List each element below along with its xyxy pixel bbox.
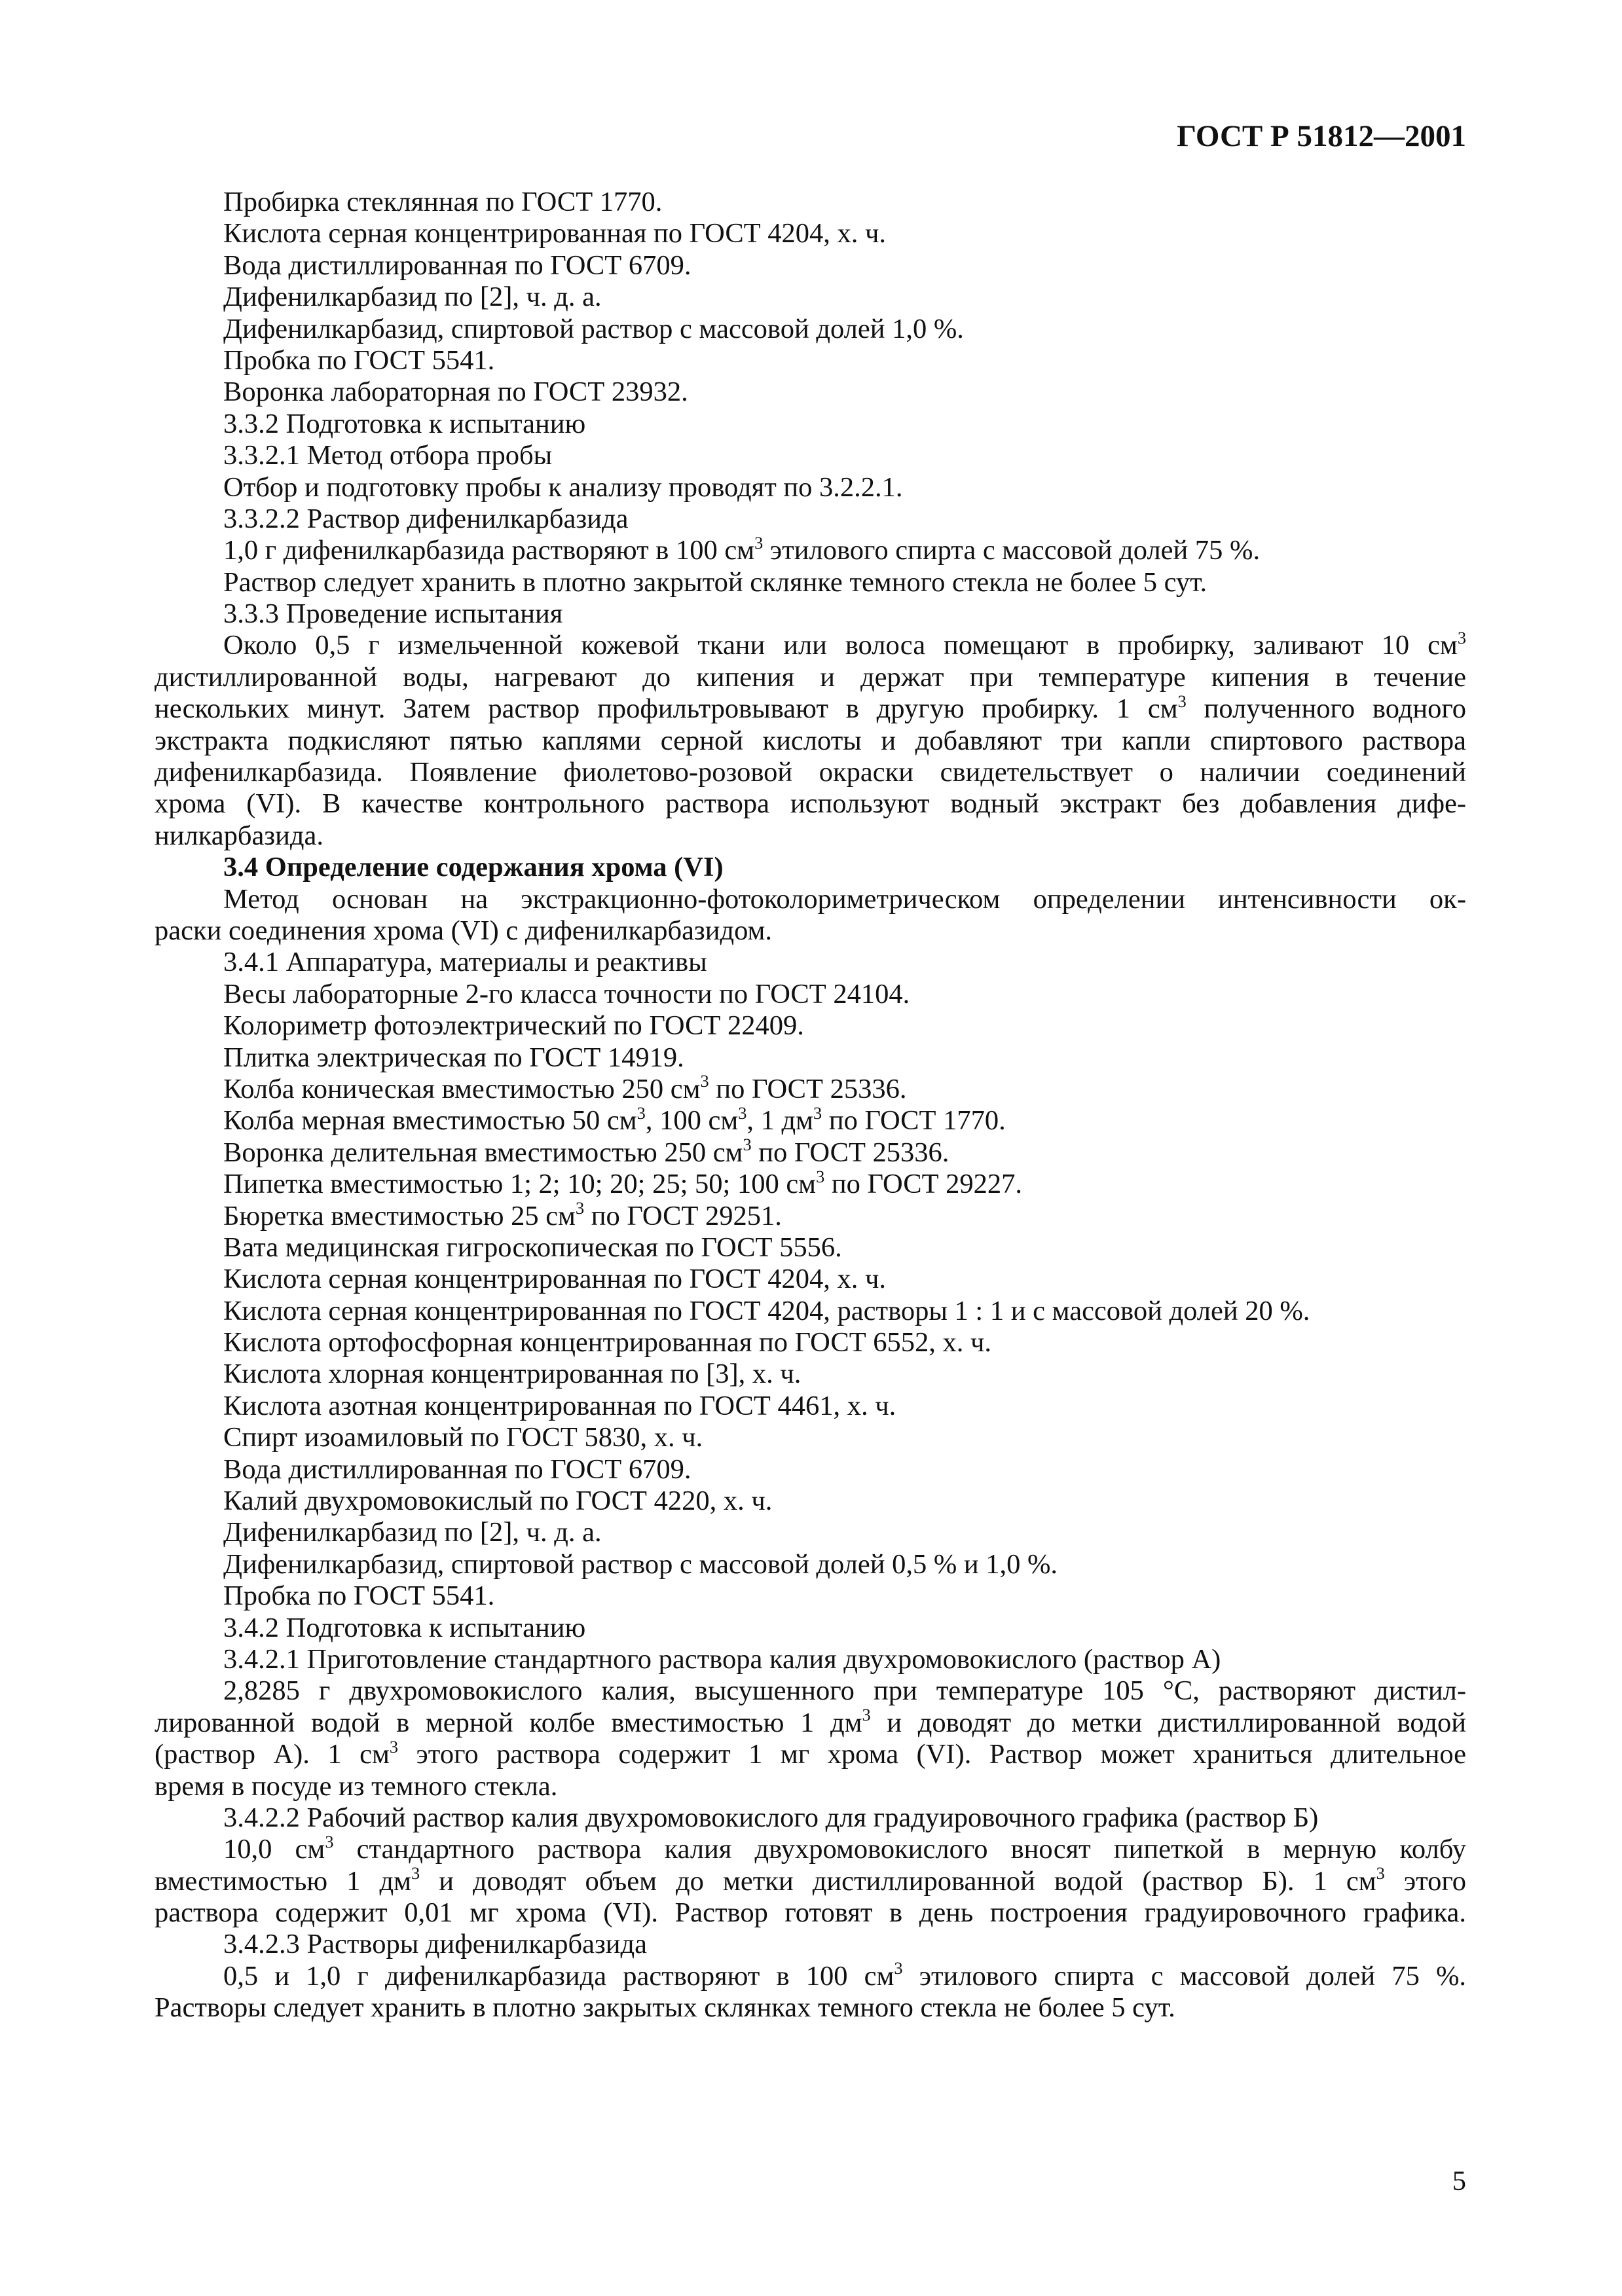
- text-line: [155, 1961, 1466, 1992]
- text-span: Плитка электрическая по ГОСТ 14919.: [223, 1042, 684, 1073]
- text-span: Кислота азотная концентрированная по ГОСТ 4461, х. ч.: [223, 1390, 896, 1421]
- text-line: [155, 1517, 1466, 1548]
- text-line: [155, 1485, 1466, 1517]
- superscript: 3: [816, 1167, 825, 1186]
- text-line: [155, 282, 1466, 313]
- text-span: Спирт изоамиловый по ГОСТ 5830, х. ч.: [223, 1422, 703, 1453]
- text-line: [155, 409, 1466, 440]
- superscript: 3: [1457, 629, 1466, 647]
- text-line: [155, 1929, 1466, 1960]
- text-line: [155, 1675, 1466, 1707]
- superscript: 3: [1376, 1864, 1385, 1884]
- text-line: [155, 1422, 1466, 1453]
- text-span: по ГОСТ 25336.: [751, 1137, 949, 1168]
- text-span: этилового спирта с массовой долей 75 %.: [902, 1960, 1466, 1992]
- text-line: [155, 314, 1466, 345]
- text-span: этилового спирта с массовой долей 75 %.: [763, 535, 1261, 566]
- text-line: [155, 1580, 1466, 1612]
- text-span: , 1 дм: [746, 1105, 814, 1137]
- text-span: Пробирка стеклянная по ГОСТ 1770.: [223, 187, 663, 217]
- text-span: 3.4.2.1 Приготовление стандартного раствора калия двухромовокислого (раствор А): [223, 1643, 1221, 1675]
- text-line: [155, 1802, 1466, 1834]
- text-line: [155, 1137, 1466, 1169]
- superscript: 3: [862, 1705, 871, 1725]
- text-line: [155, 218, 1466, 249]
- superscript: 3: [636, 1103, 646, 1123]
- text-line: [155, 598, 1466, 630]
- text-line: [155, 1358, 1466, 1390]
- text-span: 1,0 г дифенилкарбазида растворяют в 100 см: [223, 535, 755, 566]
- superscript: 3: [738, 1103, 747, 1123]
- text-span: экстракта подкисляют пятью каплями серной кислоты и добавляют три капли спиртового раствора: [155, 725, 1466, 756]
- text-line: [155, 1232, 1466, 1264]
- text-span: Колба мерная вместимостью 50 см: [223, 1105, 637, 1137]
- text-line: [155, 1327, 1466, 1358]
- text-span: 3.4.2.3 Растворы дифенилкарбазида: [223, 1929, 647, 1960]
- text-span: 3.3.3 Проведение испытания: [223, 598, 563, 630]
- text-span: Кислота серная концентрированная по ГОСТ 4204, х. ч.: [223, 1264, 887, 1295]
- text-span: этого раствора содержит 1 мг хрома (VI). Раствор может храниться длительное: [398, 1739, 1466, 1770]
- text-span: раски соединения хрома (VI) с дифенилкарбазидом.: [155, 915, 773, 946]
- text-line: [155, 662, 1466, 693]
- text-span: Отбор и подготовку пробы к анализу проводят по 3.2.2.1.: [223, 471, 903, 503]
- text-span: , 100 см: [645, 1105, 739, 1137]
- superscript: 3: [894, 1959, 903, 1978]
- text-span: время в посуде из темного стекла.: [155, 1770, 558, 1802]
- text-span: 0,5 и 1,0 г дифенилкарбазида растворяют в 100 см: [223, 1960, 894, 1992]
- document-body: [155, 187, 1466, 2024]
- text-span: Дифенилкарбазид по [2], ч. д. а.: [223, 1517, 602, 1548]
- text-span: Кислота ортофосфорная концентрированная по ГОСТ 6552, х. ч.: [223, 1327, 992, 1358]
- superscript: 3: [575, 1199, 585, 1218]
- text-line: [155, 250, 1466, 282]
- text-line: [155, 1201, 1466, 1232]
- text-line: [155, 1074, 1466, 1105]
- text-span: дистиллированной воды, нагревают до кипения и держат при температуре кипения в течение: [155, 661, 1466, 693]
- text-line: [155, 693, 1466, 725]
- text-span: Бюретка вместимостью 25 см: [223, 1200, 576, 1231]
- text-span: 3.4.2 Подготовка к испытанию: [223, 1612, 586, 1643]
- superscript: 3: [700, 1072, 709, 1091]
- text-span: Воронка лабораторная по ГОСТ 23932.: [223, 376, 688, 408]
- page-number: 5: [1452, 2166, 1466, 2196]
- text-line: [155, 376, 1466, 408]
- text-span: 3.3.2.1 Метод отбора пробы: [223, 440, 553, 471]
- text-span: вместимостью 1 дм: [155, 1865, 411, 1897]
- text-line: [155, 1042, 1466, 1074]
- text-line: [155, 535, 1466, 566]
- text-line: [155, 1739, 1466, 1770]
- text-line: [155, 567, 1466, 598]
- text-span: 3.3.2.2 Раствор дифенилкарбазида: [223, 503, 629, 534]
- text-span: Раствор следует хранить в плотно закрытой склянке темного стекла не более 5 сут.: [223, 566, 1207, 598]
- text-span: 3.4.2.2 Рабочий раствор калия двухромовокислого для градуировочного графика (раствор Б): [223, 1802, 1319, 1833]
- text-span: и доводят объем до метки дистиллированной водой (раствор Б). 1 см: [420, 1865, 1376, 1897]
- text-span: Метод основан на экстракционно-фотоколориметрическом определении интенсивности ок-: [223, 883, 1466, 915]
- text-line: [155, 1169, 1466, 1200]
- text-span: стандартного раствора калия двухромовокислого вносят пипеткой в мерную колбу: [333, 1834, 1466, 1865]
- superscript: 3: [743, 1135, 752, 1155]
- text-span: 3.4 Определение содержания хрома (VI): [223, 852, 724, 883]
- text-span: Кислота серная концентрированная по ГОСТ 4204, растворы 1 : 1 и с массовой долей 20 %.: [223, 1295, 1310, 1326]
- text-span: Колба коническая вместимостью 250 см: [223, 1073, 701, 1104]
- text-line: [155, 503, 1466, 535]
- text-line: [155, 979, 1466, 1010]
- text-span: хрома (VI). В качестве контрольного раствора используют водный экстракт без добавления дифе-: [155, 788, 1466, 820]
- text-line: [155, 915, 1466, 947]
- superscript: 3: [389, 1737, 399, 1757]
- text-span: Пробка по ГОСТ 5541.: [223, 1580, 495, 1612]
- text-span: Дифенилкарбазид по [2], ч. д. а.: [223, 282, 602, 313]
- superscript: 3: [411, 1864, 420, 1884]
- text-span: Растворы следует хранить в плотно закрытых склянках темного стекла не более 5 сут.: [155, 1992, 1175, 2024]
- text-span: Калий двухромовокислый по ГОСТ 4220, х. ч.: [223, 1485, 773, 1517]
- text-span: и доводят до метки дистиллированной водой: [870, 1707, 1466, 1738]
- text-line: [155, 1644, 1466, 1675]
- text-line: [155, 1834, 1466, 1865]
- text-line: [155, 1549, 1466, 1580]
- text-line: [155, 1897, 1466, 1929]
- text-span: Вода дистиллированная по ГОСТ 6709.: [223, 249, 691, 281]
- text-span: нескольких минут. Затем раствор профильтровывают в другую пробирку. 1 см: [155, 693, 1178, 725]
- text-span: Весы лабораторные 2-го класса точности по ГОСТ 24104.: [223, 978, 910, 1010]
- text-line: [155, 630, 1466, 661]
- text-span: полученного водного: [1186, 693, 1466, 725]
- superscript: 3: [325, 1832, 334, 1851]
- text-line: [155, 1613, 1466, 1644]
- text-span: Воронка делительная вместимостью 250 см: [223, 1137, 743, 1168]
- superscript: 3: [1177, 691, 1187, 711]
- text-span: по ГОСТ 25336.: [709, 1073, 907, 1104]
- text-span: 3.4.1 Аппаратура, материалы и реактивы: [223, 947, 707, 978]
- text-span: 10,0 см: [223, 1834, 325, 1865]
- text-span: по ГОСТ 29227.: [824, 1169, 1023, 1200]
- text-span: 3.3.2 Подготовка к испытанию: [223, 408, 586, 439]
- text-span: (раствор А). 1 см: [155, 1739, 390, 1770]
- text-span: Кислота серная концентрированная по ГОСТ 4204, х. ч.: [223, 218, 887, 249]
- text-span: раствора содержит 0,01 мг хрома (VI). Раствор готовят в день построения градуировочного графика.: [155, 1897, 1466, 1929]
- text-line: [155, 1707, 1466, 1739]
- text-line: [155, 1992, 1466, 2024]
- superscript: 3: [754, 533, 764, 553]
- text-line: [155, 1105, 1466, 1137]
- text-span: Кислота хлорная концентрированная по [3], х. ч.: [223, 1358, 802, 1390]
- text-line: [155, 472, 1466, 503]
- text-line: [155, 1264, 1466, 1295]
- text-span: Колориметр фотоэлектрический по ГОСТ 22409.: [223, 1010, 804, 1042]
- text-span: по ГОСТ 1770.: [822, 1105, 1006, 1137]
- text-line: [155, 852, 1466, 883]
- text-span: Вата медицинская гигроскопическая по ГОСТ 5556.: [223, 1231, 842, 1263]
- text-line: [155, 1454, 1466, 1485]
- text-line: [155, 345, 1466, 376]
- text-span: 2,8285 г двухромовокислого калия, высушенного при температуре 105 °С, растворяют дистил-: [223, 1675, 1466, 1707]
- text-span: Вода дистиллированная по ГОСТ 6709.: [223, 1453, 691, 1485]
- text-span: Дифенилкарбазид, спиртовой раствор с массовой долей 1,0 %.: [223, 313, 964, 344]
- text-line: [155, 725, 1466, 757]
- text-span: лированной водой в мерной колбе вместимостью 1 дм: [155, 1707, 862, 1738]
- text-line: [155, 947, 1466, 978]
- text-span: дифенилкарбазида. Появление фиолетово-розовой окраски свидетельствует о наличии соединений: [155, 757, 1466, 788]
- text-line: [155, 1866, 1466, 1897]
- text-line: [155, 1391, 1466, 1422]
- text-span: Дифенилкарбазид, спиртовой раствор с массовой долей 0,5 % и 1,0 %.: [223, 1548, 1058, 1580]
- text-span: по ГОСТ 29251.: [584, 1200, 782, 1231]
- text-span: Около 0,5 г измельченной кожевой ткани или волоса помещают в пробирку, заливают 10 см: [223, 630, 1458, 661]
- text-line: [155, 788, 1466, 820]
- text-line: [155, 440, 1466, 471]
- document-header-code: ГОСТ Р 51812—2001: [1177, 119, 1466, 153]
- text-line: [155, 187, 1466, 218]
- text-span: нилкарбазида.: [155, 820, 323, 851]
- text-span: этого: [1384, 1865, 1466, 1897]
- text-line: [155, 1771, 1466, 1802]
- text-span: Пипетка вместимостью 1; 2; 10; 20; 25; 50; 100 см: [223, 1169, 817, 1200]
- text-line: [155, 757, 1466, 788]
- superscript: 3: [813, 1103, 822, 1123]
- text-span: Пробка по ГОСТ 5541.: [223, 344, 495, 376]
- text-line: [155, 1296, 1466, 1327]
- text-line: [155, 1010, 1466, 1042]
- text-line: [155, 884, 1466, 915]
- text-line: [155, 820, 1466, 852]
